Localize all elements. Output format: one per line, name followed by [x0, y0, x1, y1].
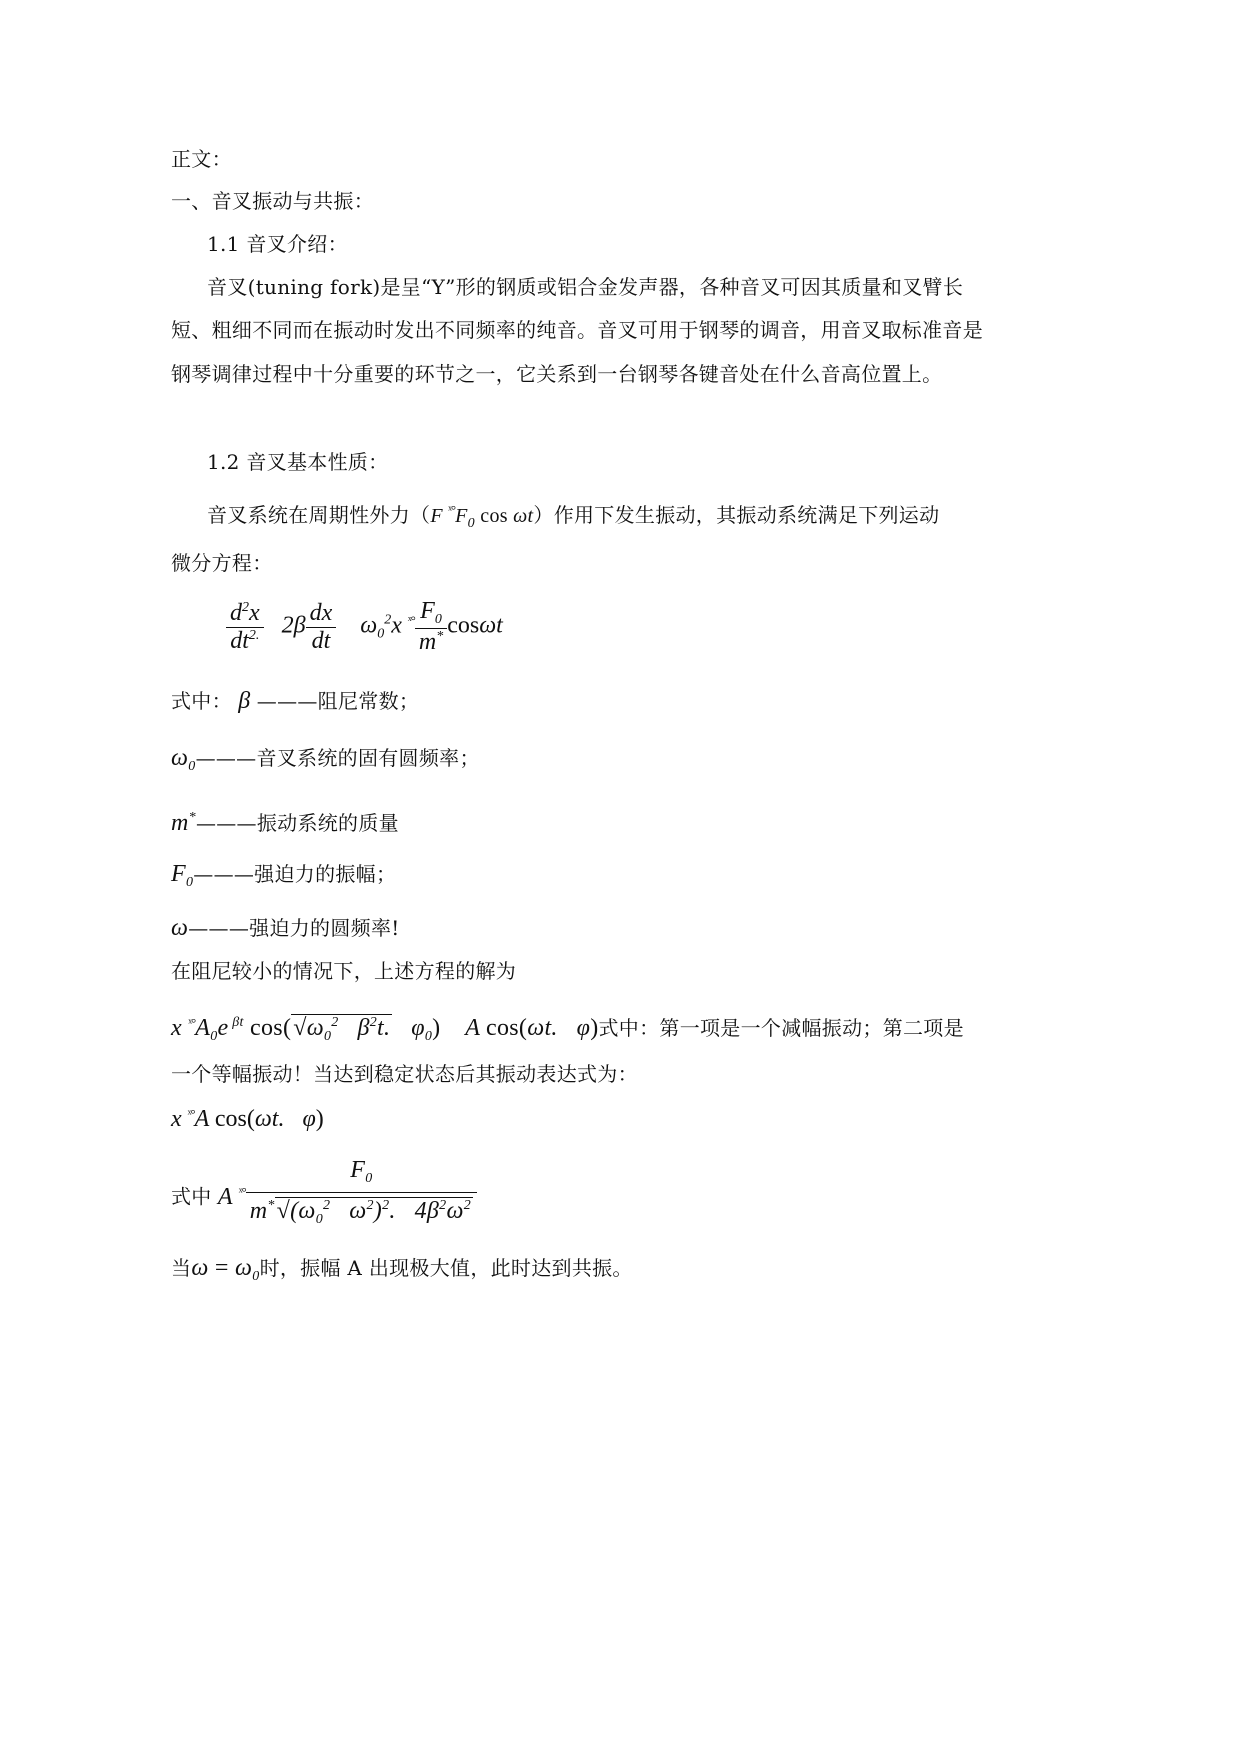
def-beta-text: ———阻尼常数； [256, 689, 420, 713]
amplitude-line: 式中 A $^{ˣ^\circ}$ $\frac{F_0}{m^*√(\omega_0^2 \omega^2)^2. 4\beta^2\omega^2}$ [171, 1163, 477, 1233]
resonance-text-a: 当 [171, 1256, 192, 1280]
resonance-text-b: 时，振幅 A 出现极大值，此时达到共振。 [259, 1256, 633, 1280]
motion-differential-equation: $\frac{d^2x}{dt^{2.}}$ 2β $\frac{dx}{dt}$ $\omega_0^2x$ $^{ˣ^\circ}$ $\frac{F_0}{m^*}$ cosωt [226, 598, 503, 656]
def-omega: ω———强迫力的圆频率! [171, 915, 400, 941]
def-F0-text: ———强迫力的振幅； [193, 862, 397, 886]
paragraph-2-text-b: ）作用下发生振动，其振动系统满足下列运动 [533, 503, 940, 527]
steady-state-formula: x $^{ˣ^\circ}$A cos(ωt. φ) [171, 1106, 324, 1132]
force-formula: F $^{ˣ^\circ}F_0$ cos ωt [430, 502, 534, 531]
body-heading: 正文： [171, 147, 232, 171]
amplitude-fraction: $\frac{F_0}{m^*√(\omega_0^2 \omega^2)^2. 4\beta^2\omega^2}$ [246, 1157, 477, 1233]
solution-line [171, 1010, 964, 1050]
def-beta: 式中： β ———阻尼常数； [171, 688, 420, 714]
paragraph-1-line-1: 音叉(tuning fork)是呈“Y”形的钢质或铝合金发声器，各种音叉可因其质量和叉臂长 [207, 275, 964, 299]
paragraph-4-line-1: 一个等幅振动！当达到稳定状态后其振动表达式为： [171, 1062, 638, 1086]
section-1-title: 一、音叉振动与共振： [171, 189, 374, 213]
subsection-1-2-title: 1.2 音叉基本性质： [207, 450, 389, 474]
solution-formula: x $^{ˣ^\circ}A_0e$ $^{\beta t}$ $\cos(√\omega_0^2$ $\beta^2t$. $\varphi_0$) A cos(ωt. φ) [171, 1015, 599, 1044]
solution-tail-text: 式中：第一项是一个减幅振动；第二项是 [598, 1016, 964, 1040]
def-beta-prefix: 式中： [171, 689, 232, 713]
paragraph-1-line-2: 短、粗细不同而在振动时发出不同频率的纯音。音叉可用于钢琴的调音，用音叉取标准音是 [171, 318, 983, 342]
paragraph-2-line-1 [207, 497, 939, 537]
def-mass-text: ———振动系统的质量 [195, 811, 399, 835]
paragraph-1-line-3: 钢琴调律过程中十分重要的环节之一，它关系到一台钢琴各键音处在什么音高位置上。 [171, 362, 943, 386]
def-omega0: $\omega_0———$音叉系统的固有圆频率； [171, 745, 480, 774]
resonance-line: 当$\omega = \omega_0$时，振幅 A 出现极大值，此时达到共振。 [171, 1255, 633, 1284]
def-F0: $F_0———$强迫力的振幅； [171, 861, 397, 890]
def-omega0-text: ———音叉系统的固有圆频率； [195, 746, 480, 770]
paragraph-3-line-1: 在阻尼较小的情况下，上述方程的解为 [171, 959, 517, 983]
paragraph-2-line-2: 微分方程： [171, 551, 273, 575]
amplitude-prefix: 式中 [171, 1184, 212, 1209]
def-omega-text: ———强迫力的圆频率! [188, 916, 400, 940]
subsection-1-1-title: 1.1 音叉介绍： [207, 232, 348, 256]
paragraph-2-text-a: 音叉系统在周期性外力（ [207, 503, 431, 527]
def-mass: m*———振动系统的质量 [171, 810, 399, 836]
